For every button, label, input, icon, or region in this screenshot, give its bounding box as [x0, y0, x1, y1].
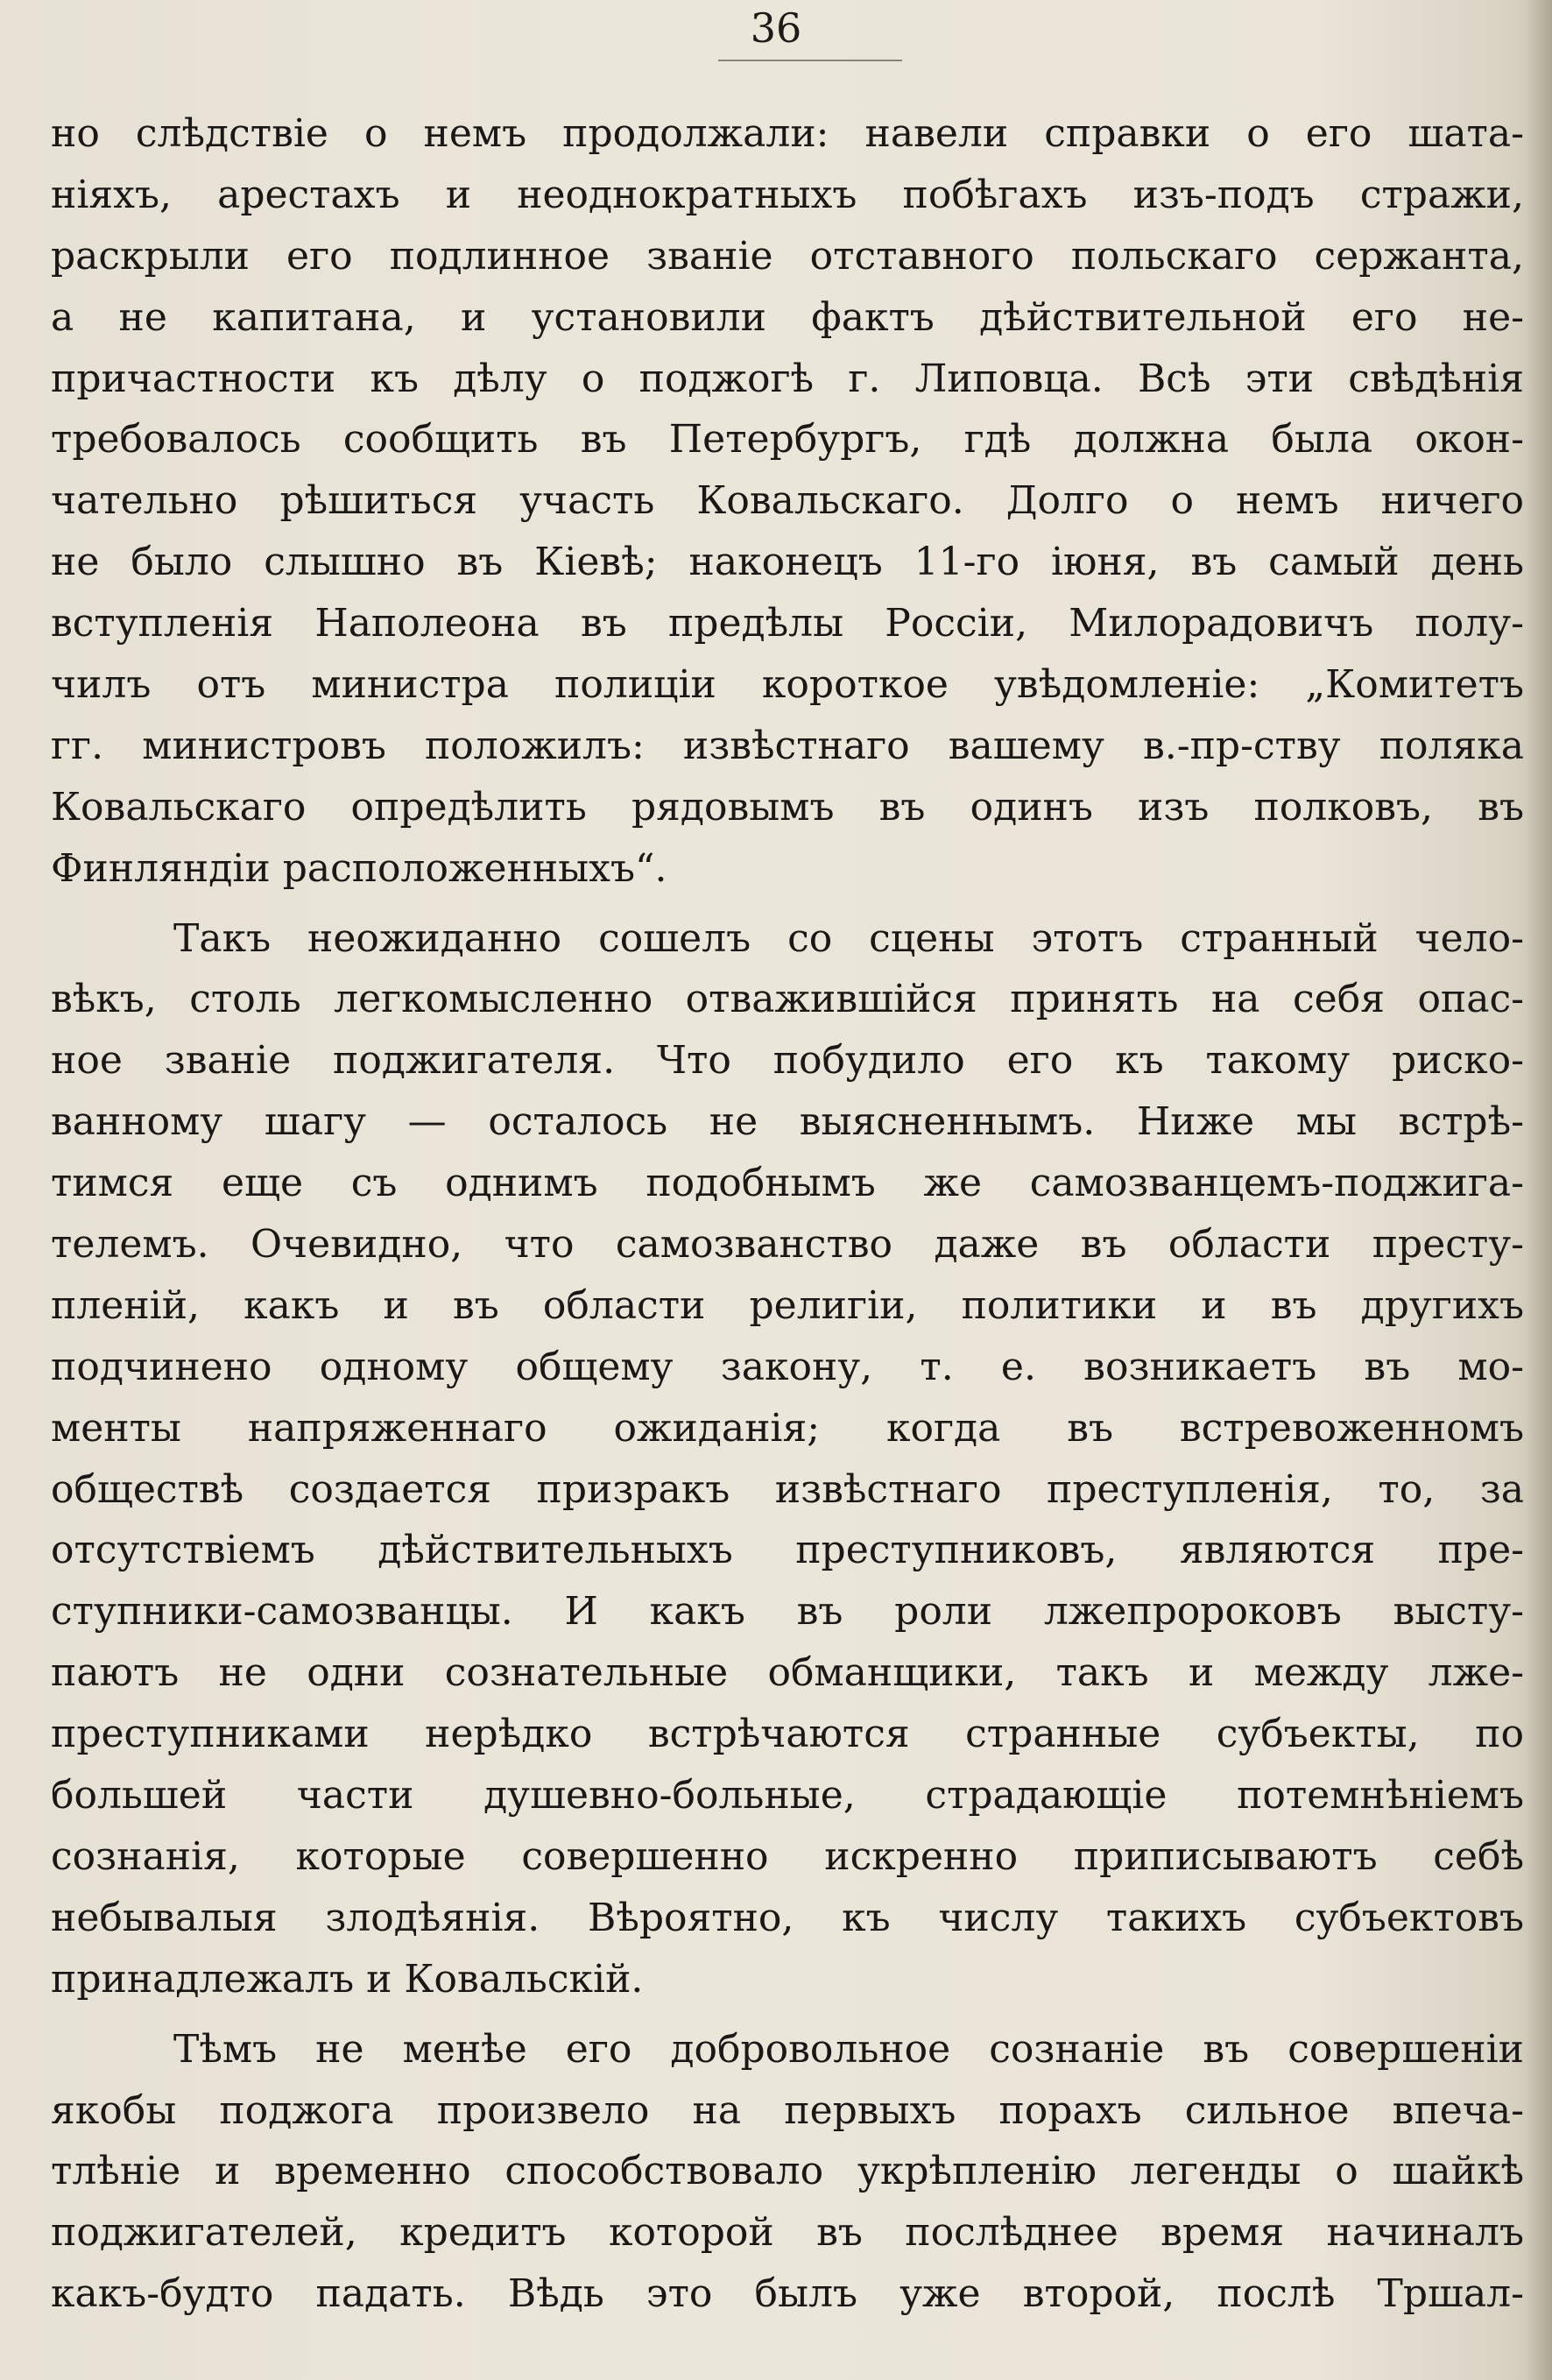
- header-rule: [718, 60, 902, 61]
- text-line: вѣкъ, столь легкомысленно отважившійся принять на себя опас-: [51, 977, 1524, 1022]
- text-line: ступники-самозванцы. И какъ въ роли лжепророковъ высту-: [51, 1589, 1524, 1635]
- page-edge-shadow: [1526, 0, 1552, 2380]
- text-line: преступниками нерѣдко встрѣчаются странные субъекты, по: [51, 1712, 1524, 1757]
- text-line: принадлежалъ и Ковальскій.: [51, 1956, 644, 2002]
- text-line: Тѣмъ не менѣе его добровольное сознаніе въ совершеніи: [173, 2026, 1524, 2072]
- text-line: ніяхъ, арестахъ и неоднократныхъ побѣгахъ изъ-подъ стражи,: [51, 172, 1524, 217]
- text-line: ванному шагу — осталось не выясненнымъ. Ниже мы встрѣ-: [51, 1099, 1524, 1145]
- text-line: пленій, какъ и въ области религіи, политики и въ другихъ: [51, 1282, 1524, 1328]
- text-line: отсутствіемъ дѣйствительныхъ преступниковъ, являются пре-: [51, 1528, 1524, 1573]
- text-line: паютъ не одни сознательные обманщики, такъ и между лже-: [51, 1650, 1524, 1696]
- text-line: гг. министровъ положилъ: извѣстнаго вашему в.-пр-ству поляка: [51, 723, 1524, 768]
- text-line: требовалось сообщить въ Петербургъ, гдѣ должна была окон-: [51, 417, 1524, 463]
- text-line: не было слышно въ Кіевѣ; наконецъ 11-го іюня, въ самый день: [51, 540, 1524, 585]
- text-line: менты напряженнаго ожиданія; когда въ встревоженномъ: [51, 1405, 1524, 1451]
- text-line: Такъ неожиданно сошелъ со сцены этотъ странный чело-: [173, 915, 1524, 961]
- text-line: но слѣдствіе о немъ продолжали: навели справки о его шата-: [51, 111, 1524, 156]
- text-line: тимся еще съ однимъ подобнымъ же самозванцемъ-поджига-: [51, 1161, 1524, 1206]
- text-line: Ковальскаго опредѣлить рядовымъ въ одинъ изъ полковъ, въ: [51, 784, 1524, 830]
- text-line: ное званіе поджигателя. Что побудило его къ такому риско-: [51, 1038, 1524, 1084]
- text-line: чилъ отъ министра полиціи короткое увѣдомленіе: „Комитетъ: [51, 662, 1524, 708]
- text-line: причастности къ дѣлу о поджогѣ г. Липовца. Всѣ эти свѣдѣнія: [51, 356, 1524, 401]
- body-text: [51, 103, 1524, 2325]
- text-line: Финляндіи расположенныхъ“.: [51, 845, 667, 891]
- text-line: сознанія, которые совершенно искренно приписываютъ себѣ: [51, 1833, 1524, 1879]
- text-line: какъ-будто падать. Вѣдь это былъ уже второй, послѣ Тршал-: [51, 2271, 1524, 2317]
- text-line: чательно рѣшиться участь Ковальскаго. Долго о немъ ничего: [51, 478, 1524, 524]
- text-line: большей части душевно-больные, страдающіе потемнѣніемъ: [51, 1773, 1524, 1819]
- text-line: тлѣніе и временно способствовало укрѣпленію легенды о шайкѣ: [51, 2149, 1524, 2194]
- text-line: раскрыли его подлинное званіе отставного польскаго сержанта,: [51, 233, 1524, 279]
- page-number: 36: [750, 4, 802, 52]
- text-line: небывалыя злодѣянія. Вѣроятно, къ числу такихъ субъектовъ: [51, 1895, 1524, 1940]
- text-line: подчинено одному общему закону, т. е. возникаетъ въ мо-: [51, 1344, 1524, 1389]
- text-line: вступленія Наполеона въ предѣлы Россіи, Милорадовичъ полу-: [51, 601, 1524, 646]
- text-line: а не капитана, и установили фактъ дѣйствительной его не-: [51, 294, 1524, 340]
- text-line: обществѣ создается призракъ извѣстнаго преступленія, то, за: [51, 1466, 1524, 1512]
- text-line: телемъ. Очевидно, что самозванство даже въ области престу-: [51, 1222, 1524, 1268]
- text-line: поджигателей, кредитъ которой въ послѣднее время начиналъ: [51, 2210, 1524, 2256]
- text-line: якобы поджога произвело на первыхъ порахъ сильное впеча-: [51, 2087, 1524, 2133]
